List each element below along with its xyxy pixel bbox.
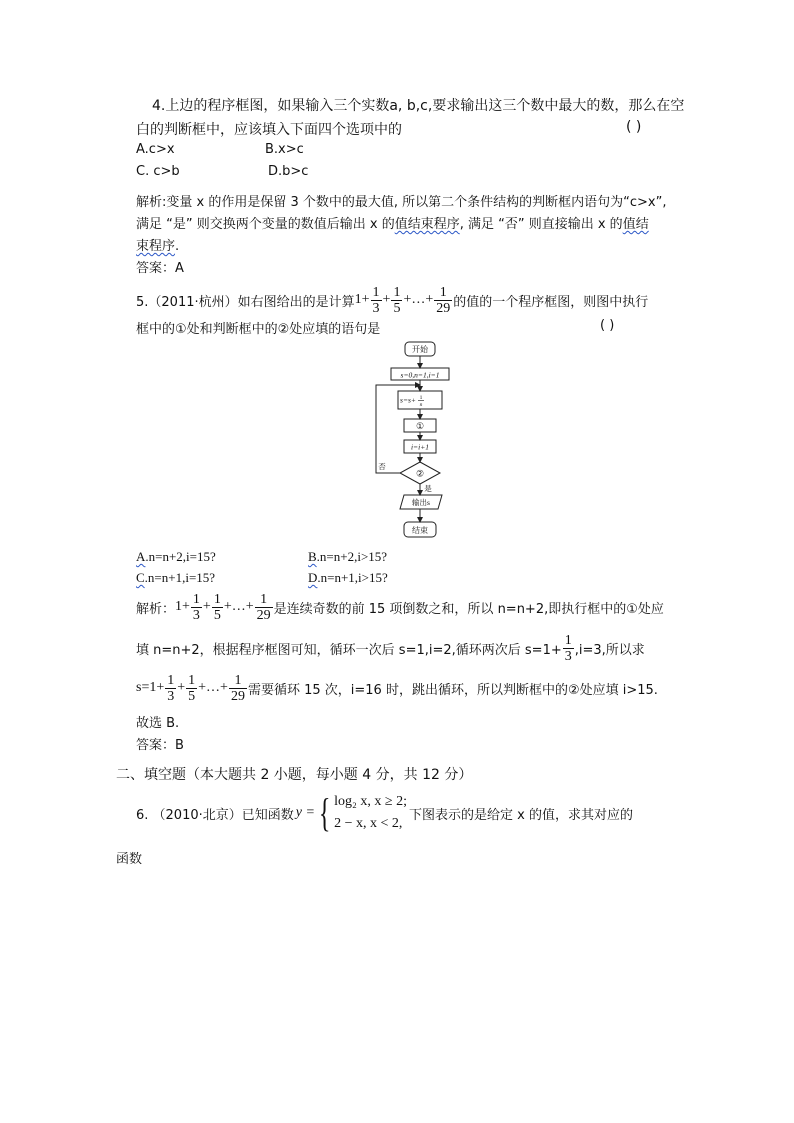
q4-line-2: 白的判断框中，应该填入下面四个选项中的 <box>136 122 402 138</box>
flowchart-increment-label: i=i+1 <box>410 442 430 452</box>
spellcheck-underlined-text: 值结 <box>622 217 649 232</box>
spellcheck-underlined-text: 束程序 <box>136 239 176 254</box>
solution-text: 需要循环 15 次，i=16 时，跳出循环，所以判断框中的②处应填 i>15. <box>247 682 658 698</box>
math-operator: +…+ <box>223 599 254 614</box>
q5-option-c: C.n=n+1,i=15? <box>136 570 216 585</box>
fraction: $\frac{1}{29}$ <box>436 284 451 316</box>
q5-answer: 答案：B <box>136 738 184 753</box>
piecewise-cases <box>334 791 407 835</box>
q5-solution-line-4: 故选 B. <box>136 716 180 731</box>
solution-label: 解析： <box>136 601 176 617</box>
solution-label: 解析 <box>136 195 163 210</box>
section-heading: 二、填空题（本大题共 2 小题，每小题 4 分，共 12 分） <box>116 767 473 783</box>
q5-solution-line-1 <box>136 587 664 627</box>
flowchart-init-label: s=0,n=1,i=1 <box>400 370 440 380</box>
spellcheck-underlined-text: 值结束程序 <box>394 217 460 232</box>
fraction: $\frac{1}{3}$ <box>372 284 380 316</box>
q6-line-1 <box>136 790 633 836</box>
q5-solution-line-3 <box>136 668 658 708</box>
q5-option-d: D.n=n+1,i>15? <box>308 570 388 585</box>
math-operator: + <box>202 599 211 614</box>
flowchart <box>360 338 480 544</box>
flowchart-decision-label: ② <box>415 468 425 479</box>
flowchart-start-label: 开始 <box>412 345 428 354</box>
q4-line-1: 4.上边的程序框图，如果输入三个实数a, b,c,要求输出这三个数中最大的数，那么在空 <box>152 98 685 114</box>
q4-solution-line-3 <box>136 235 179 254</box>
q4-solution-line-2 <box>136 213 649 232</box>
piecewise-brace: { <box>318 790 331 835</box>
flowchart-no-label: 否 <box>378 462 386 471</box>
solution-text: ,i=3,所以求 <box>574 642 645 658</box>
solution-text: 满足 “是” 则交换两个变量的数值后输出 x 的 <box>136 217 395 232</box>
fraction: $\frac{1}{3}$ <box>192 591 200 623</box>
q4-solution-line-1 <box>136 191 667 210</box>
math-operator: +…+ <box>198 680 228 695</box>
math-term: 1+ <box>175 599 190 614</box>
flowchart-yes-label: 是 <box>424 484 432 493</box>
q5-line-1 <box>136 280 648 320</box>
q5-option-a: A.n=n+2,i=15? <box>136 549 216 564</box>
q4-answer-bracket: ( ) <box>626 119 642 135</box>
solution-text: , 满足 “否” 则直接输出 x 的 <box>459 217 623 232</box>
q5-suffix: 的值的一个程序框图，则图中执行 <box>453 294 649 310</box>
fraction: $\frac{1}{5}$ <box>213 591 221 623</box>
fraction: $\frac{1}{29}$ <box>230 672 245 704</box>
q5-option-b: B.n=n+2,i>15? <box>308 549 388 564</box>
solution-text: :变量 x 的作用是保留 3 个数中的最大值, 所以第二个条件结构的判断框内语句为“c>x”, <box>162 195 667 210</box>
q4-option-c: C. c>b <box>136 164 180 179</box>
solution-text: . <box>175 239 180 254</box>
fraction: $\frac{1}{5}$ <box>393 284 401 316</box>
q5-solution-line-2 <box>136 628 645 668</box>
math-term: y = <box>295 805 315 820</box>
math-operator: + <box>177 680 186 695</box>
q5-line-2: 框中的①处和判断框中的②处应填的语句是 <box>136 322 381 337</box>
flowchart-update-label: s=s+ <box>400 395 416 405</box>
piecewise-case-1: log₂ x, x ≥ 2; <box>334 794 407 809</box>
solution-text: 填 n=n+2，根据程序框图可知，循环一次后 s=1,i=2,循环两次后 s=1+ <box>136 642 562 658</box>
q4-option-a: A.c>x <box>136 142 175 157</box>
q5-prefix: 5.（2011·杭州）如右图给出的是计算 <box>136 294 355 310</box>
piecewise-case-2: 2 − x, x < 2, <box>334 816 403 831</box>
fraction: $\frac{1}{3}$ <box>564 632 572 664</box>
q4-option-b: B.x>c <box>265 142 304 157</box>
math-operator: +…+ <box>403 292 434 307</box>
q6-prefix: 6. （2010·北京）已知函数 <box>136 807 294 823</box>
flowchart-frac-den: n <box>419 402 423 408</box>
q6-line-2: 函数 <box>116 852 143 867</box>
math-term: s=1+ <box>136 680 165 695</box>
flowchart-output-label: 输出s <box>412 498 430 507</box>
q5-answer-bracket: ( ) <box>600 318 615 333</box>
solution-text: 是连续奇数的前 15 项倒数之和，所以 n=n+2,即执行框中的①处应 <box>273 601 664 617</box>
fraction: $\frac{1}{3}$ <box>167 672 175 704</box>
flowchart-frac-num: 1 <box>419 395 423 401</box>
fraction: $\frac{1}{29}$ <box>256 591 271 623</box>
fraction: $\frac{1}{5}$ <box>188 672 196 704</box>
q6-suffix: 下图表示的是给定 x 的值，求其对应的 <box>408 807 633 823</box>
math-operator: + <box>382 292 391 307</box>
flowchart-step-1-label: ① <box>415 421 425 431</box>
q4-option-d: D.b>c <box>268 164 309 179</box>
math-term: 1+ <box>354 292 370 307</box>
q4-answer: 答案：A <box>136 261 184 276</box>
flowchart-end-label: 结束 <box>412 526 428 535</box>
